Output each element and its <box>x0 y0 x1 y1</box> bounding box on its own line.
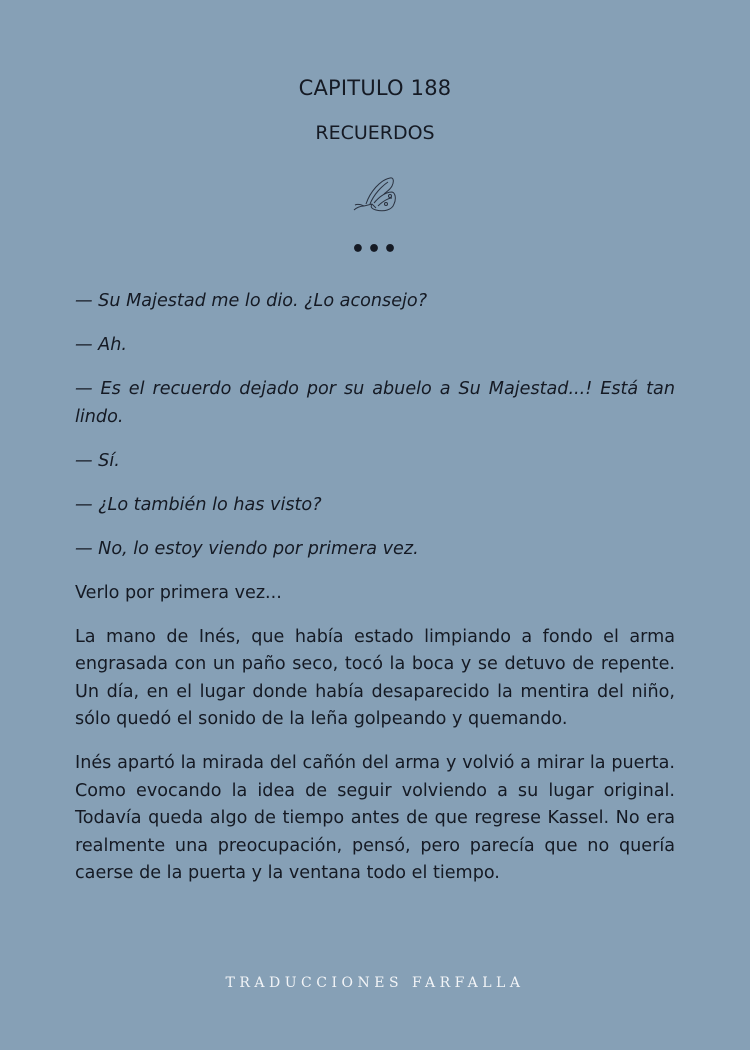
chapter-number: CAPITULO 188 <box>298 76 452 100</box>
paragraph: La mano de Inés, que había estado limpiando a fondo el arma engrasada con un paño seco, tocó la boca y se detuvo de repente. Un día, en el lugar donde había desaparecido la mentira del niño, sólo quedó el sonido de la leña golpeando y quemando. <box>75 626 675 729</box>
paragraph: — Sí. <box>75 450 120 471</box>
paragraph: — Es el recuerdo dejado por su abuelo a Su Majestad...! Está tan lindo. <box>75 379 675 427</box>
paragraph: Inés apartó la mirada del cañón del arma y volvió a mirar la puerta. Como evocando la idea de seguir volviendo a su lugar original. Todavía queda algo de tiempo antes de que regrese Kassel. No era realmente una preocupación, pensó, pero parecía que no quería caerse de la puerta y la ventana todo el tiempo. <box>75 753 675 883</box>
paragraph: — Ah. <box>75 335 127 355</box>
translator-credit: TRADUCCIONES FARFALLA <box>225 975 525 991</box>
paragraph: — Su Majestad me lo dio. ¿Lo aconsejo? <box>75 291 428 311</box>
butterfly-icon <box>350 174 400 216</box>
chapter-body <box>75 288 675 904</box>
chapter-title: RECUERDOS <box>315 122 435 144</box>
section-separator: ••• <box>350 237 400 262</box>
paragraph: Verlo por primera vez... <box>75 582 282 603</box>
paragraph: — No, lo estoy viendo por primera vez. <box>75 538 419 559</box>
paragraph: — ¿Lo también lo has visto? <box>75 494 322 515</box>
